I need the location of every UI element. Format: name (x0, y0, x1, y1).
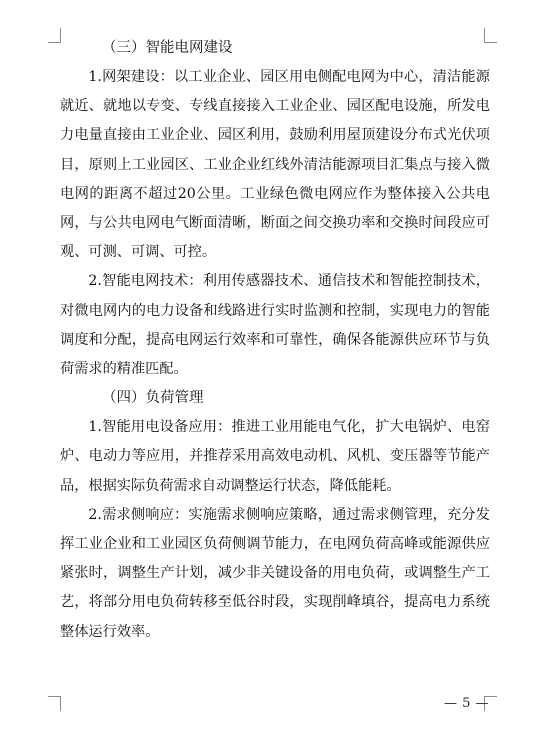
paragraph-smart-grid-technology: 2.智能电网技术：利用传感器技术、通信技术和智能控制技术，对微电网内的电力设备和线路进行实时监测和控制，实现电力的智能调度和分配，提高电网运行效率和可靠性，确保各能源供应环节与负荷需求的精准匹配。 (60, 273, 490, 378)
page-number: — 5 — (443, 696, 489, 711)
paragraph-grid-construction: 1.网架建设：以工业企业、园区用电侧配电网为中心，清洁能源就近、就地以专变、专线直接接入工业企业、园区配电设施，所发电力电量直接由工业企业、园区利用，鼓励利用屋顶建设分布式光伏项目，原则上工业园区、工业企业红线外清洁能源项目汇集点与接入微电网的距离不超过20公里。工业绿色微电网应作为整体接入公共电网，与公共电网电气断面清晰，断面之间交换功率和交换时间段应可观、可测、可调、可控。 (60, 69, 490, 261)
section-heading-load-management: （四）负荷管理 (102, 390, 204, 407)
paragraph-demand-response: 2.需求侧响应：实施需求侧响应策略，通过需求侧管理，充分发挥工业企业和工业园区负荷侧调节能力，在电网负荷高峰或能源供应紧张时，调整生产计划，减少非关键设备的用电负荷，或调整生产工艺，将部分用电负荷转移至低谷时段，实现削峰填谷，提高电力系统整体运行效率。 (60, 506, 490, 640)
crop-mark-bottom-left (48, 696, 61, 711)
paragraph-smart-devices: 1.智能用电设备应用：推进工业用能电气化，扩大电锅炉、电窑炉、电动力等应用，并推荐采用高效电动机、风机、变压器等节能产品，根据实际负荷需求自动调整运行状态，降低能耗。 (60, 419, 490, 494)
document-body (60, 34, 490, 647)
section-heading-smart-grid: （三）智能电网建设 (102, 40, 233, 56)
